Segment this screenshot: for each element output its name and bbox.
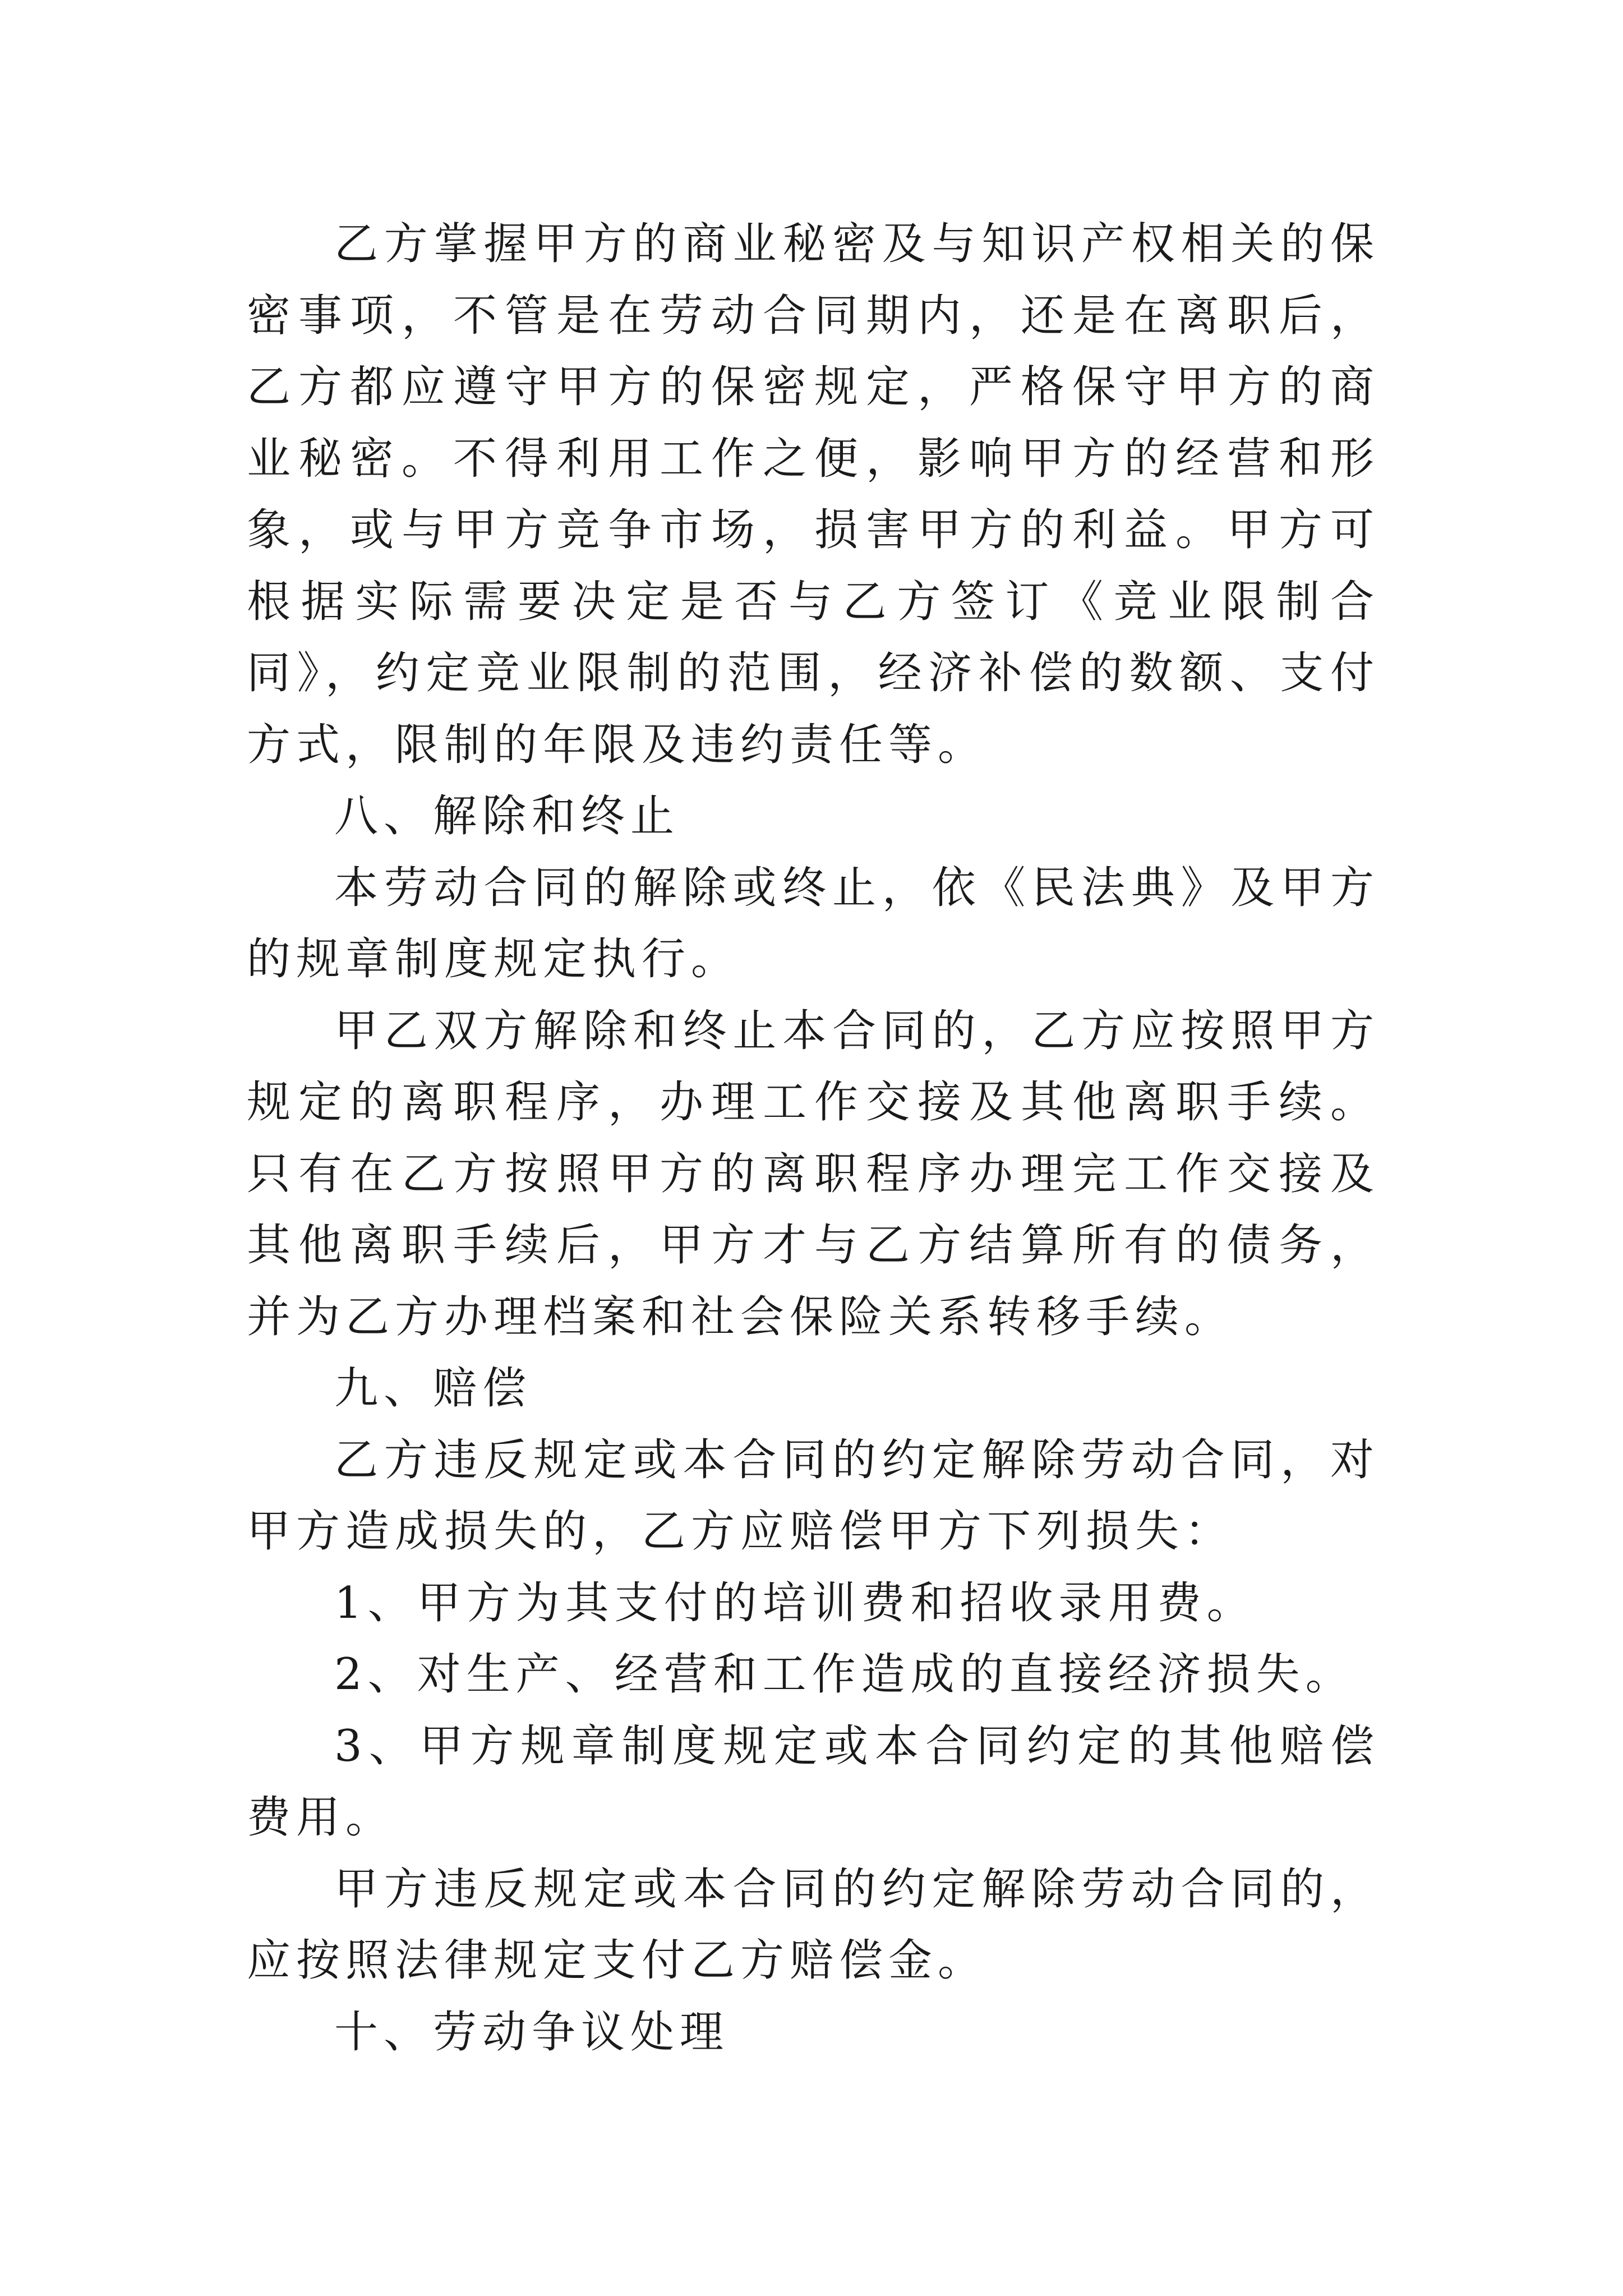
section-heading-termination: 八、解除和终止 [334,791,680,841]
list-item-training-costs: 1、甲方为其支付的培训费和招收录用费。 [334,1577,1256,1628]
paragraph-resignation-procedure: 甲乙双方解除和终止本合同的，乙方应按照甲方规定的离职程序，办理工作交接及其他离职手续。只有在乙方按照甲方的离职程序办理完工作交接及其他离职手续后，甲方才与乙方结算所有的债务，并为乙方办理档案和社会保险关系转移手续。 [247,1005,1380,1342]
paragraph-confidentiality: 乙方掌握甲方的商业秘密及与知识产权相关的保密事项，不管是在劳动合同期内，还是在离职后，乙方都应遵守甲方的保密规定，严格保守甲方的商业秘密。不得利用工作之便，影响甲方的经营和形象，或与甲方竞争市场，损害甲方的利益。甲方可根据实际需要决定是否与乙方签订《竞业限制合同》，约定竞业限制的范围，经济补偿的数额、支付方式，限制的年限及违约责任等。 [247,219,1380,770]
paragraph-employer-breach: 甲方违反规定或本合同的约定解除劳动合同的，应按照法律规定支付乙方赔偿金。 [247,1864,1380,1986]
paragraph-termination-basis: 本劳动合同的解除或终止，依《民法典》及甲方的规章制度规定执行。 [247,862,1380,984]
paragraph-employee-breach: 乙方违反规定或本合同的约定解除劳动合同，对甲方造成损失的，乙方应赔偿甲方下列损失： [247,1434,1380,1557]
section-heading-compensation: 九、赔偿 [334,1363,532,1414]
section-heading-dispute: 十、劳动争议处理 [334,2007,730,2058]
list-item-other-costs: 3、甲方规章制度规定或本合同约定的其他赔偿费用。 [247,1720,1380,1843]
document-body [247,209,1380,2068]
list-item-direct-losses: 2、对生产、经营和工作造成的直接经济损失。 [334,1649,1355,1700]
